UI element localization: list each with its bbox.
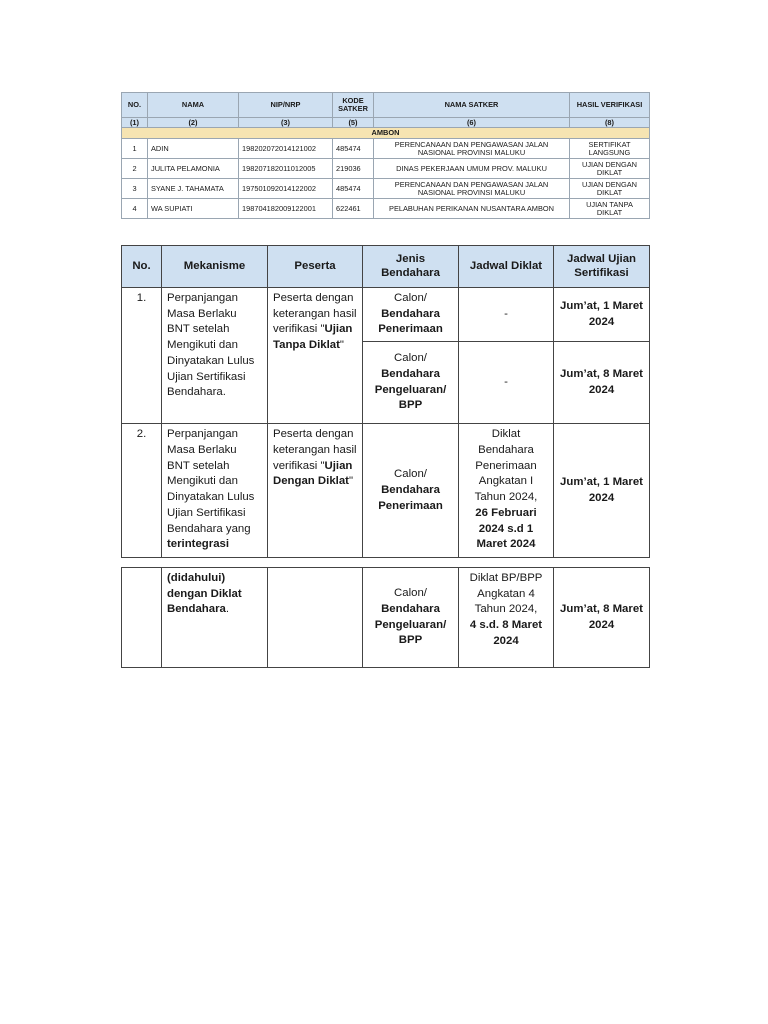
cell-peserta: Peserta dengan keterangan hasil verifikasi "Ujian Dengan Diklat" bbox=[268, 424, 363, 558]
table-row bbox=[122, 199, 650, 219]
header-peserta: Peserta bbox=[268, 246, 363, 288]
schedule-table bbox=[121, 245, 650, 558]
cell-nama: WA SUPIATI bbox=[148, 199, 239, 219]
participant-table bbox=[121, 92, 650, 219]
cell-jadwal-ujian: Jum’at, 8 Maret 2024 bbox=[554, 568, 650, 668]
cell-nip: 198202072014121002 bbox=[239, 139, 333, 159]
cell-nip: 197501092014122002 bbox=[239, 179, 333, 199]
cell-peserta: Peserta dengan keterangan hasil verifikasi "Ujian Tanpa Diklat" bbox=[268, 288, 363, 424]
cell-kode: 485474 bbox=[333, 139, 374, 159]
cell-satker: PELABUHAN PERIKANAN NUSANTARA AMBON bbox=[374, 199, 570, 219]
cell-nip: 198704182009122001 bbox=[239, 199, 333, 219]
colnum-8: (8) bbox=[570, 118, 650, 128]
cell-mekanisme: (didahului) dengan Diklat Bendahara. bbox=[162, 568, 268, 668]
cell-nama: ADIN bbox=[148, 139, 239, 159]
colnum-3: (3) bbox=[239, 118, 333, 128]
table-row bbox=[122, 139, 650, 159]
cell-nama: JULITA PELAMONIA bbox=[148, 159, 239, 179]
cell-hasil: SERTIFIKAT LANGSUNG bbox=[570, 139, 650, 159]
cell-kode: 219036 bbox=[333, 159, 374, 179]
cell-hasil: UJIAN DENGAN DIKLAT bbox=[570, 159, 650, 179]
cell-no: 4 bbox=[122, 199, 148, 219]
colnum-5: (5) bbox=[333, 118, 374, 128]
cell-no bbox=[122, 568, 162, 668]
table-row bbox=[122, 424, 650, 558]
table-row bbox=[122, 179, 650, 199]
cell-peserta bbox=[268, 568, 363, 668]
cell-satker: PERENCANAAN DAN PENGAWASAN JALAN NASIONAL PROVINSI MALUKU bbox=[374, 139, 570, 159]
table-row bbox=[122, 568, 650, 668]
header-kode-satker: KODE SATKER bbox=[333, 93, 374, 118]
cell-no: 1 bbox=[122, 139, 148, 159]
cell-jadwal-diklat: Diklat Bendahara Penerimaan Angkatan I Tahun 2024, 26 Februari 2024 s.d 1 Maret 2024 bbox=[459, 424, 554, 558]
cell-kode: 485474 bbox=[333, 179, 374, 199]
cell-no: 2. bbox=[122, 424, 162, 558]
cell-nama: SYANE J. TAHAMATA bbox=[148, 179, 239, 199]
colnum-6: (6) bbox=[374, 118, 570, 128]
cell-jadwal-diklat: - bbox=[459, 288, 554, 342]
cell-hasil: UJIAN DENGAN DIKLAT bbox=[570, 179, 650, 199]
cell-jenis-bendahara: Calon/ Bendahara Pengeluaran/ BPP bbox=[363, 568, 459, 668]
header-hasil-verifikasi: HASIL VERIFIKASI bbox=[570, 93, 650, 118]
cell-jadwal-diklat: Diklat BP/BPP Angkatan 4 Tahun 2024, 4 s.d. 8 Maret 2024 bbox=[459, 568, 554, 668]
cell-jadwal-ujian: Jum’at, 8 Maret 2024 bbox=[554, 342, 650, 424]
cell-jenis-bendahara: Calon/ Bendahara Penerimaan bbox=[363, 288, 459, 342]
header-mekanisme: Mekanisme bbox=[162, 246, 268, 288]
cell-no: 2 bbox=[122, 159, 148, 179]
header-nama: NAMA bbox=[148, 93, 239, 118]
header-no: NO. bbox=[122, 93, 148, 118]
table-row bbox=[122, 288, 650, 342]
header-jadwal-diklat: Jadwal Diklat bbox=[459, 246, 554, 288]
cell-jenis-bendahara: Calon/ Bendahara Penerimaan bbox=[363, 424, 459, 558]
colnum-2: (2) bbox=[148, 118, 239, 128]
region-label: AMBON bbox=[122, 128, 650, 139]
cell-jadwal-ujian: Jum’at, 1 Maret 2024 bbox=[554, 288, 650, 342]
cell-jadwal-ujian: Jum’at, 1 Maret 2024 bbox=[554, 424, 650, 558]
colnum-1: (1) bbox=[122, 118, 148, 128]
header-no: No. bbox=[122, 246, 162, 288]
cell-kode: 622461 bbox=[333, 199, 374, 219]
schedule-table-continued bbox=[121, 567, 650, 668]
cell-no: 3 bbox=[122, 179, 148, 199]
cell-no: 1. bbox=[122, 288, 162, 424]
cell-mekanisme: Perpanjangan Masa Berlaku BNT setelah Mengikuti dan Dinyatakan Lulus Ujian Sertifikasi Bendahara yang terintegrasi bbox=[162, 424, 268, 558]
cell-jadwal-diklat: - bbox=[459, 342, 554, 424]
cell-nip: 198207182011012005 bbox=[239, 159, 333, 179]
cell-satker: PERENCANAAN DAN PENGAWASAN JALAN NASIONAL PROVINSI MALUKU bbox=[374, 179, 570, 199]
header-jadwal-ujian: Jadwal Ujian Sertifikasi bbox=[554, 246, 650, 288]
header-nip: NIP/NRP bbox=[239, 93, 333, 118]
cell-mekanisme: Perpanjangan Masa Berlaku BNT setelah Mengikuti dan Dinyatakan Lulus Ujian Sertifikasi Bendahara. bbox=[162, 288, 268, 424]
cell-jenis-bendahara: Calon/ Bendahara Pengeluaran/ BPP bbox=[363, 342, 459, 424]
table-row bbox=[122, 159, 650, 179]
cell-satker: DINAS PEKERJAAN UMUM PROV. MALUKU bbox=[374, 159, 570, 179]
header-jenis-bendahara: Jenis Bendahara bbox=[363, 246, 459, 288]
header-nama-satker: NAMA SATKER bbox=[374, 93, 570, 118]
cell-hasil: UJIAN TANPA DIKLAT bbox=[570, 199, 650, 219]
